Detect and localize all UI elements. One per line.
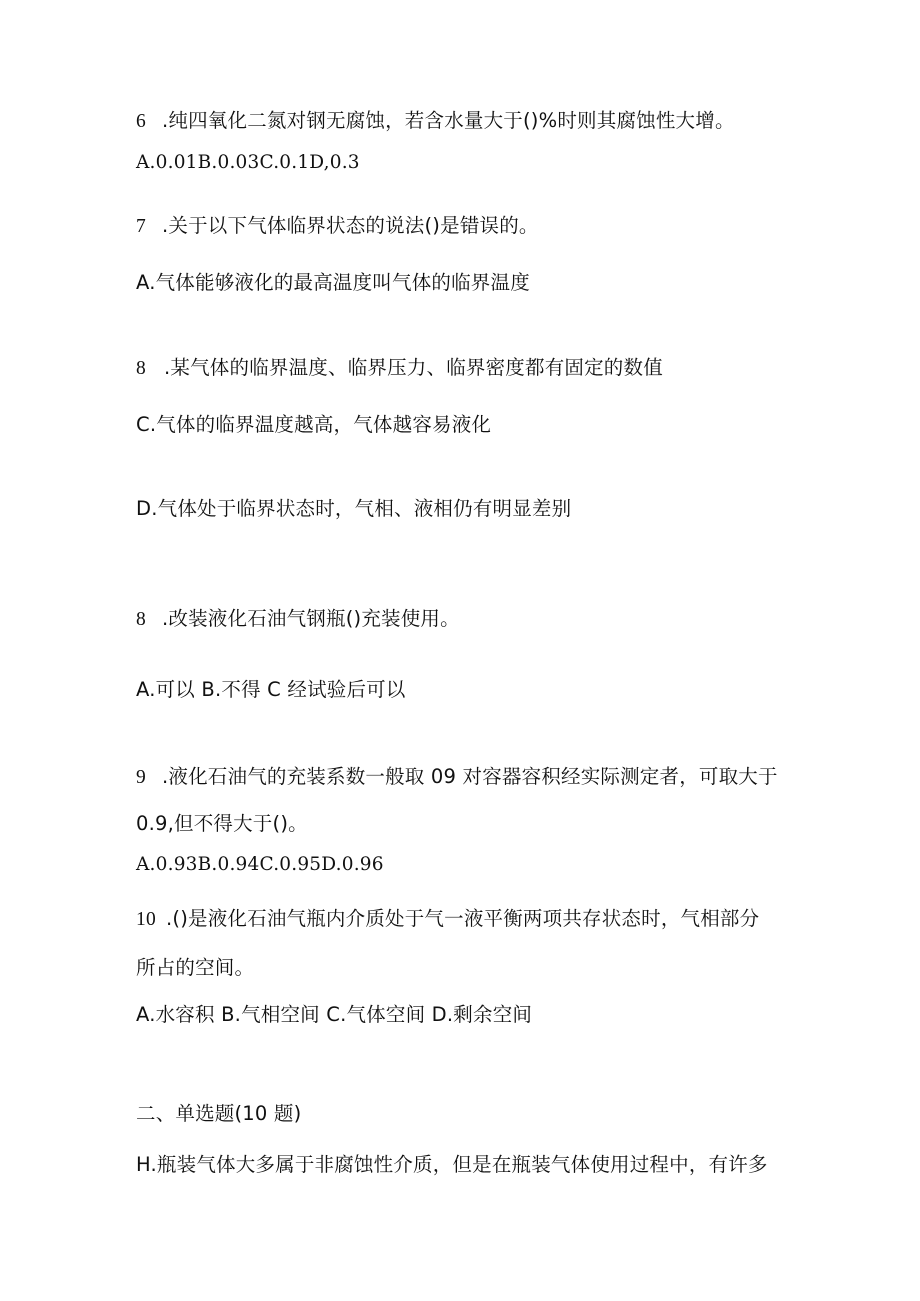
options-text: A.0.01B.0.03C.0.1D,0.3 [136, 152, 360, 173]
question-10-continued [136, 955, 254, 981]
options-text: A.0.93B.0.94C.0.95D.0.96 [136, 854, 384, 875]
option-text: D.气体处于临界状态时，气相、液相仍有明显差别 [136, 497, 572, 520]
question-9-options [136, 852, 384, 878]
section-title: 二、单选题(10 题) [136, 1102, 302, 1125]
question-number: 8 [136, 358, 146, 379]
question-6-options [136, 150, 360, 176]
question-text: .关于以下气体临界状态的说法()是错误的。 [162, 214, 539, 237]
options-text: A.水容积 B.气相空间 C.气体空间 D.剩余空间 [136, 1003, 533, 1026]
question-text: 所占的空间。 [136, 956, 255, 979]
question-10 [136, 906, 759, 933]
question-text: .某气体的临界温度、临界压力、临界密度都有固定的数值 [164, 356, 663, 379]
question-text: .液化石油气的充装系数一般取 09 对容器容积经实际测定者，可取大于 [162, 765, 778, 788]
option-text: C.气体的临界温度越高，气体越容易液化 [136, 413, 492, 436]
question-7-option-d [136, 496, 571, 522]
section-heading [136, 1101, 301, 1127]
question-9 [136, 764, 778, 791]
question-8-line [136, 355, 663, 382]
question-number: 8 [136, 609, 146, 630]
question-number: 10 [136, 909, 156, 930]
question-8-options [136, 677, 406, 703]
options-text: A.可以 B.不得 C 经试验后可以 [136, 678, 406, 701]
question-7-option-c [136, 412, 491, 438]
question-number: 9 [136, 767, 146, 788]
question-text: .改装液化石油气钢瓶()充装使用。 [162, 607, 460, 630]
question-number: 6 [136, 111, 146, 132]
question-7 [136, 213, 539, 240]
question-text: 0.9,但不得大于()。 [136, 812, 308, 835]
question-text: H.瓶装气体大多属于非腐蚀性介质，但是在瓶装气体使用过程中，有许多 [136, 1153, 768, 1176]
question-9-continued [136, 811, 308, 837]
question-10-options [136, 1002, 532, 1028]
question-number: 7 [136, 216, 146, 237]
question-text: .纯四氧化二氮对钢无腐蚀，若含水量大于()%时则其腐蚀性大增。 [162, 109, 735, 132]
question-11 [136, 1152, 768, 1178]
question-6 [136, 108, 735, 135]
question-7-option-a [136, 270, 530, 296]
question-text: .()是液化石油气瓶内介质处于气一液平衡两项共存状态时，气相部分 [166, 907, 760, 930]
option-text: A.气体能够液化的最高温度叫气体的临界温度 [136, 271, 530, 294]
question-8 [136, 606, 460, 633]
